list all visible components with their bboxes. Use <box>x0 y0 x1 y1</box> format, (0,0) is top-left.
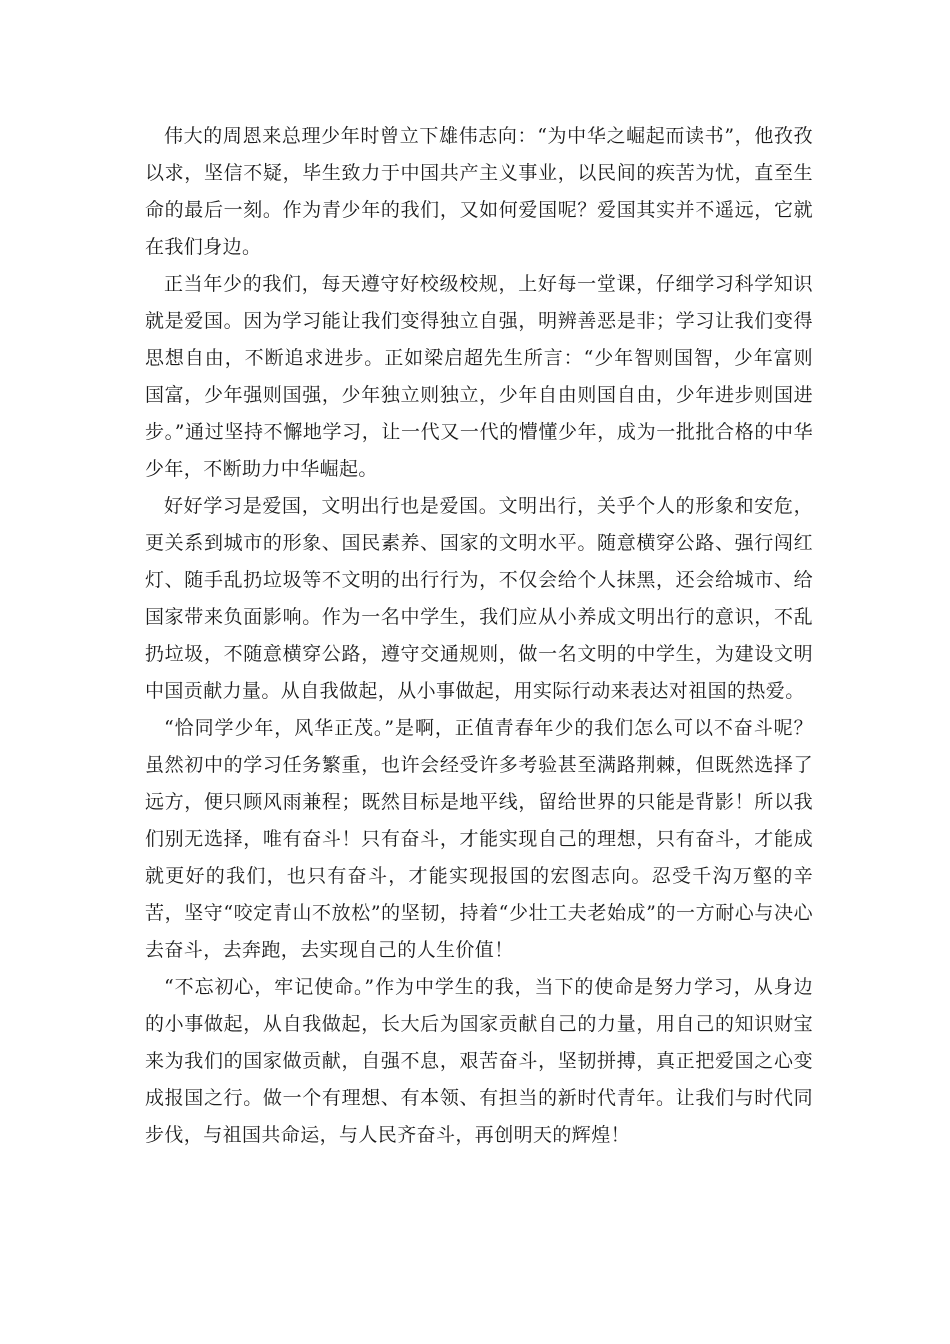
paragraph-4: “恰同学少年，风华正茂。”是啊，正值青春年少的我们怎么可以不奋斗呢？虽然初中的学习任务繁重，也许会经受许多考验甚至满路荆棘，但既然选择了远方，便只顾风雨兼程；既然目标是地平线，留给世界的只能是背影！所以我们别无选择，唯有奋斗！只有奋斗，才能实现自己的理想，只有奋斗，才能成就更好的我们，也只有奋斗，才能实现报国的宏图志向。忍受千沟万壑的辛苦，坚守“咬定青山不放松”的坚韧，持着“少壮工夫老始成”的一方耐心与决心去奋斗，去奔跑，去实现自己的人生价值！ <box>145 717 813 961</box>
paragraph-3: 好好学习是爱国，文明出行也是爱国。文明出行，关乎个人的形象和安危，更关系到城市的形象、国民素养、国家的文明水平。随意横穿公路、强行闯红灯、随手乱扔垃圾等不文明的出行行为，不仅会给个人抹黑，还会给城市、给国家带来负面影响。作为一名中学生，我们应从小养成文明出行的意识，不乱扔垃圾，不随意横穿公路，遵守交通规则，做一名文明的中学生，为建设文明中国贡献力量。从自我做起，从小事做起，用实际行动来表达对祖国的热爱。 <box>145 495 813 702</box>
paragraph-2: 正当年少的我们，每天遵守好校级校规，上好每一堂课，仔细学习科学知识就是爱国。因为学习能让我们变得独立自强，明辨善恶是非；学习让我们变得思想自由，不断追求进步。正如梁启超先生所言：“少年智则国智，少年富则国富，少年强则国强，少年独立则独立，少年自由则国自由，少年进步则国进步。”通过坚持不懈地学习，让一代又一代的懵懂少年，成为一批批合格的中华少年，不断助力中华崛起。 <box>145 273 813 480</box>
document-page <box>145 118 813 1154</box>
paragraph-1: 伟大的周恩来总理少年时曾立下雄伟志向：“为中华之崛起而读书”，他孜孜以求，坚信不疑，毕生致力于中国共产主义事业，以民间的疾苦为忧，直至生命的最后一刻。作为青少年的我们，又如何爱国呢？爱国其实并不遥远，它就在我们身边。 <box>145 125 813 258</box>
paragraph-5: “不忘初心，牢记使命。”作为中学生的我，当下的使命是努力学习，从身边的小事做起，从自我做起，长大后为国家贡献自己的力量，用自己的知识财宝来为我们的国家做贡献，自强不息，艰苦奋斗，坚韧拼搏，真正把爱国之心变成报国之行。做一个有理想、有本领、有担当的新时代青年。让我们与时代同步伐，与祖国共命运，与人民齐奋斗，再创明天的辉煌！ <box>145 976 813 1146</box>
